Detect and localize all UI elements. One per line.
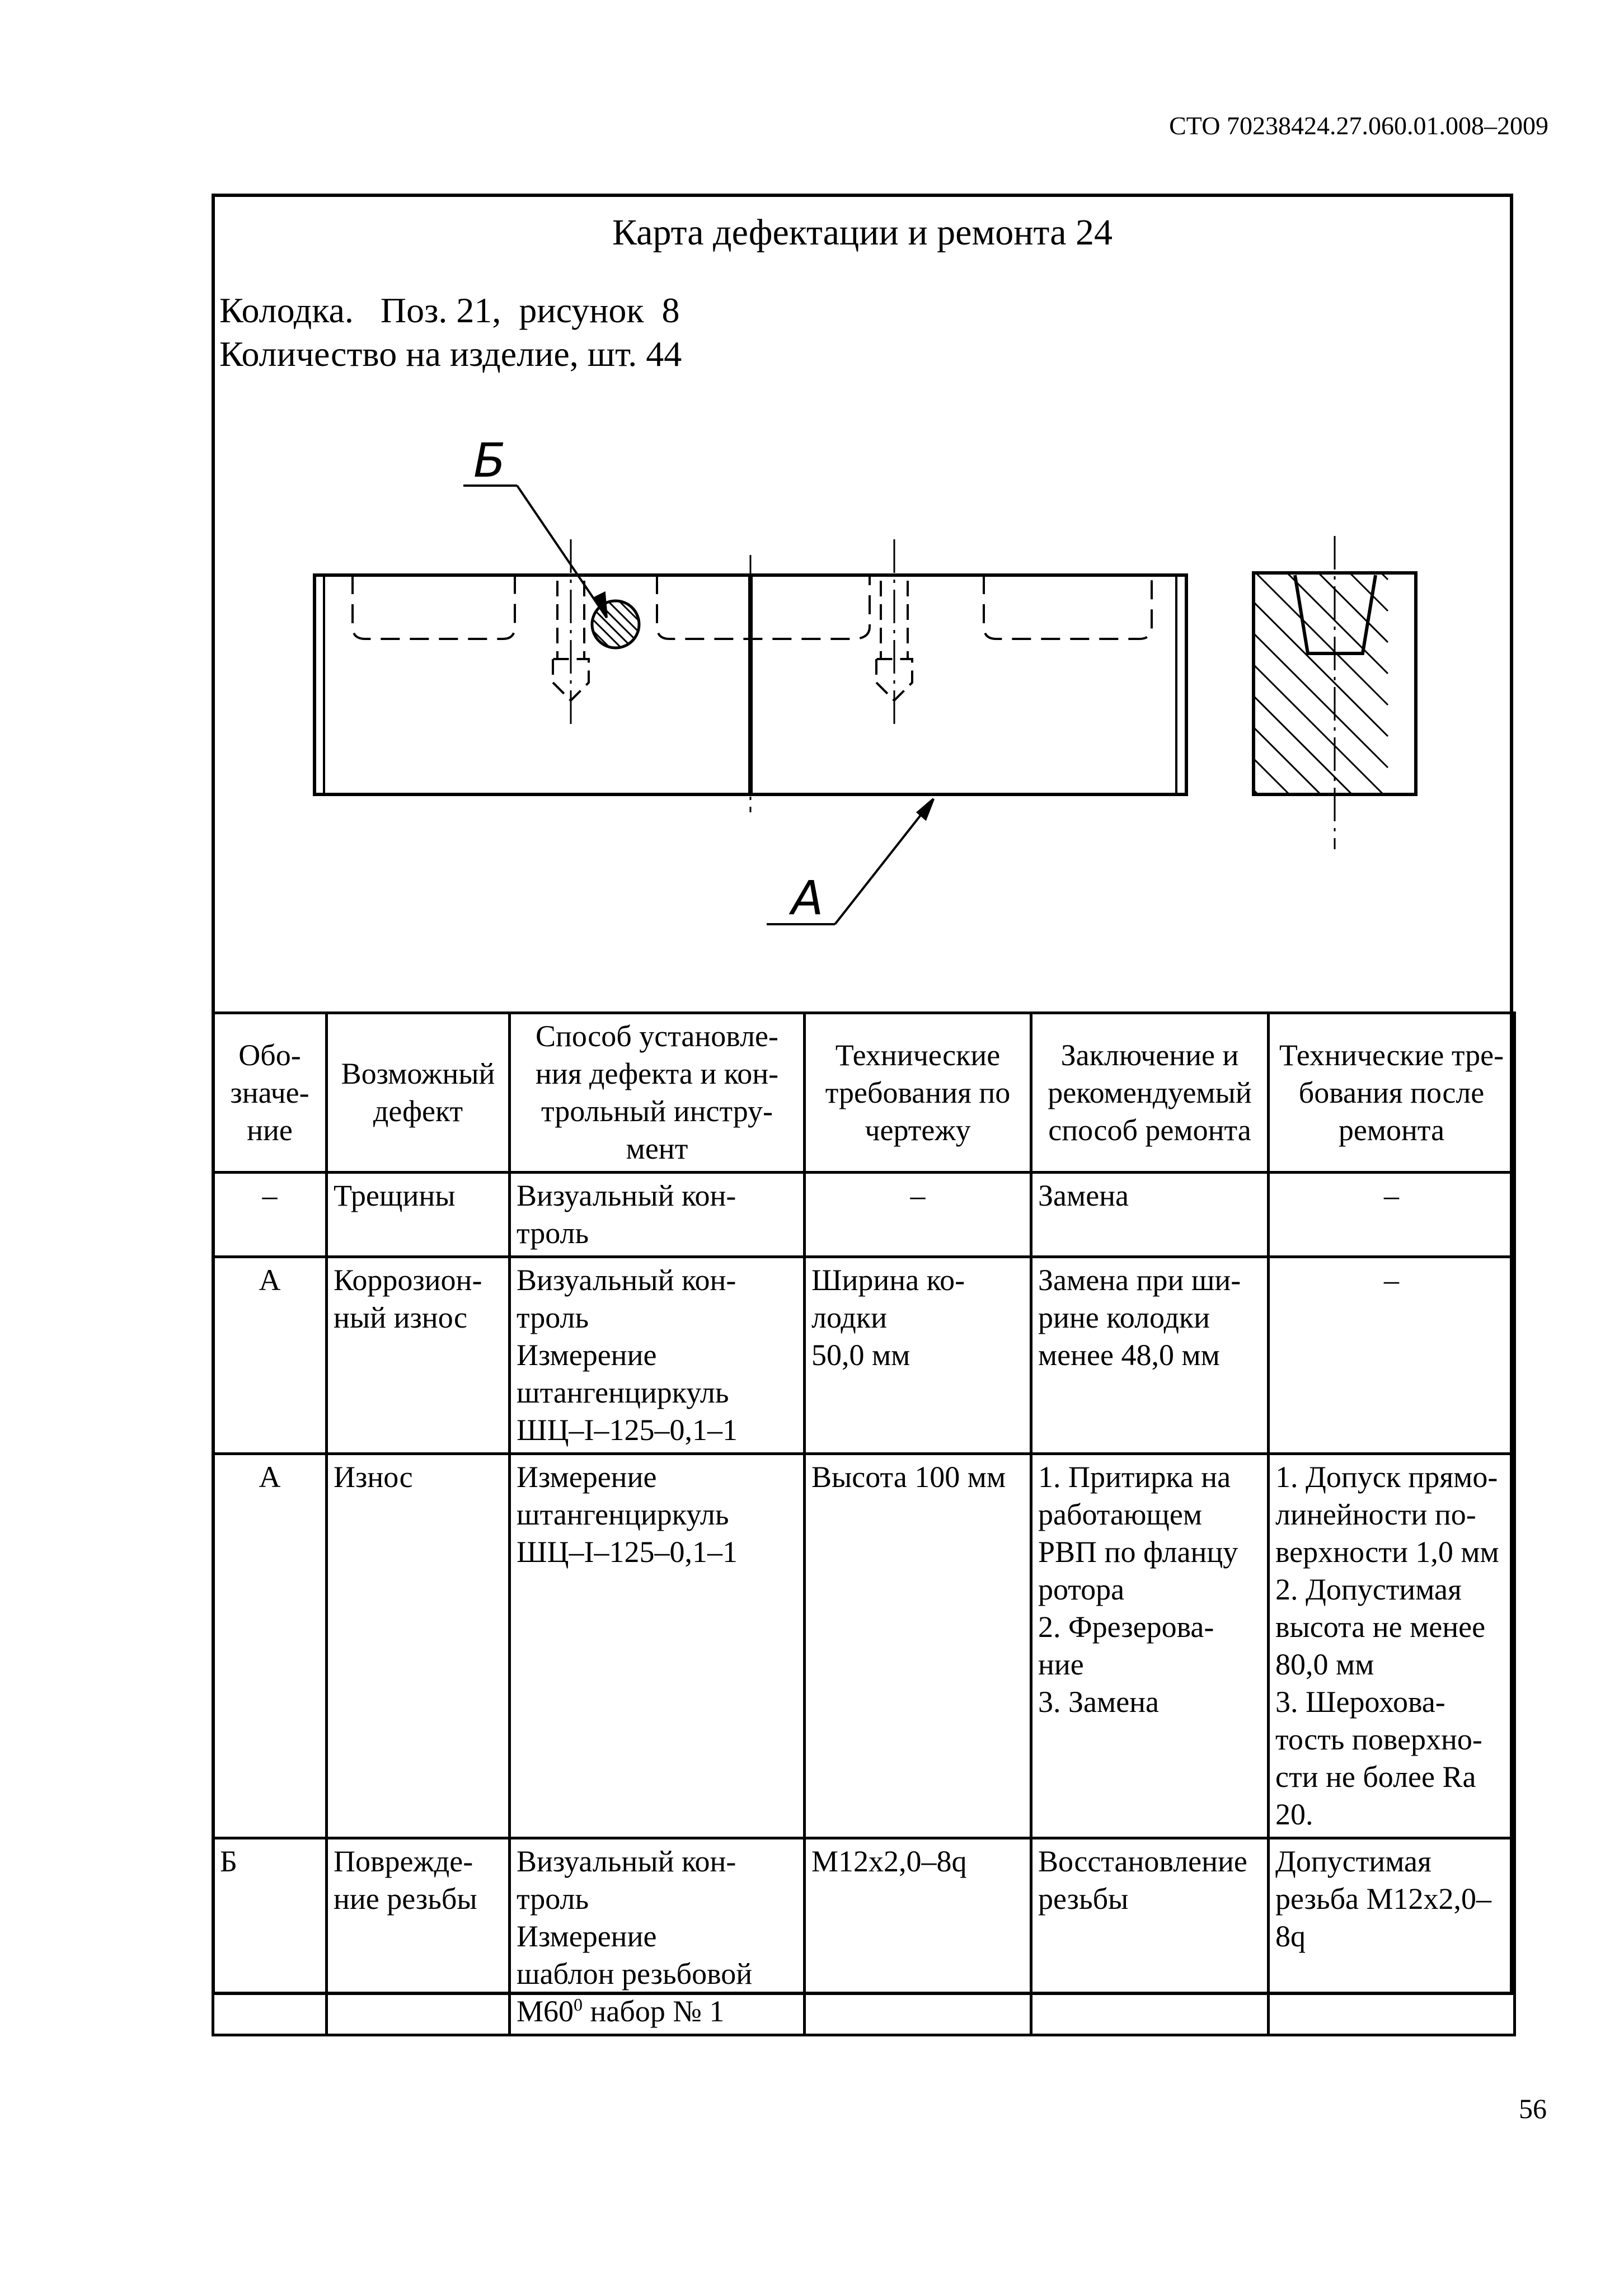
header-post-repair-requirements: Технические тре- бования после ремонта [1269,1013,1515,1173]
cell-designation: А [213,1257,327,1454]
cell-requirements: Ширина ко- лодки 50,0 мм [805,1257,1031,1454]
table-row [213,1173,1515,1257]
header-detection-method: Способ установле- ния дефекта и кон- трольный инстру- мент [510,1013,805,1173]
cell-defect: Износ [327,1454,510,1838]
block-left [315,575,751,794]
cell-post-repair: – [1269,1173,1515,1257]
cell-defect: Трещины [327,1173,510,1257]
header-repair-method: Заключение и рекомендуемый способ ремонта [1031,1013,1269,1173]
cell-method: Визуальный кон- троль Измерение штангенциркуль ШЦ–I–125–0,1–1 [510,1257,805,1454]
cell-designation: А [213,1454,327,1838]
label-b: Б [473,433,506,488]
cell-requirements: Высота 100 мм [805,1454,1031,1838]
label-a: А [791,871,824,925]
leader-b [463,486,607,618]
cell-defect: Коррозион- ный износ [327,1257,510,1454]
table-row [213,1257,1515,1454]
thread-damage-mark [579,570,660,689]
page-number: 56 [1519,2093,1547,2124]
cell-repair: Замена [1031,1173,1269,1257]
center-lines [571,536,1335,849]
block-right [750,575,1186,794]
cell-post-repair: Допустимая резьба М12х2,0– 8q [1269,1838,1515,2035]
cell-method: Визуальный кон- троль [510,1173,805,1257]
cell-requirements: М12х2,0–8q [805,1838,1031,2035]
table-header-row [213,1013,1515,1173]
cell-designation: Б [213,1838,327,2035]
table-row [213,1454,1515,1838]
part-name: Колодка. Поз. 21, рисунок 8 [219,290,680,330]
doc-code: СТО 70238424.27.060.01.008–2009 [1169,111,1548,140]
cell-repair: Восстановление резьбы [1031,1838,1269,2035]
cross-section [1164,324,1416,1008]
cell-post-repair: – [1269,1257,1515,1454]
cell-method: Измерение штангенциркуль ШЦ–I–125–0,1–1 [510,1454,805,1838]
technical-drawing [215,197,1510,1008]
header-possible-defect: Возможный дефект [327,1013,510,1173]
cell-defect: Поврежде- ние резьбы [327,1838,510,2035]
table-row [213,1838,1515,2035]
cell-requirements: – [805,1173,1031,1257]
header-designation: Обо- значе- ние [213,1013,327,1173]
cell-designation: – [213,1173,327,1257]
cell-post-repair: 1. Допуск прямо- линейности по- верхности 1,0 мм 2. Допустимая высота не менее 80,0 мм 3. Шерохова- тость поверхно- сти не более Ra 20. [1269,1454,1515,1838]
header-drawing-requirements: Технические требования по чертежу [805,1013,1031,1173]
part-quantity: Количество на изделие, шт. 44 [219,334,682,374]
cell-repair: Замена при ши- рине колодки менее 48,0 мм [1031,1257,1269,1454]
defect-card [212,194,1513,2028]
cell-method: Визуальный кон- троль Измерение шаблон резьбовой $М60^0$ набор № 1 [510,1838,805,2035]
card-title: Карта дефектации и ремонта 24 [612,212,1113,253]
defect-table [212,1011,1516,2036]
cell-repair: 1. Притирка на работающем РВП по фланцу ротора 2. Фрезерова- ние 3. Замена [1031,1454,1269,1838]
